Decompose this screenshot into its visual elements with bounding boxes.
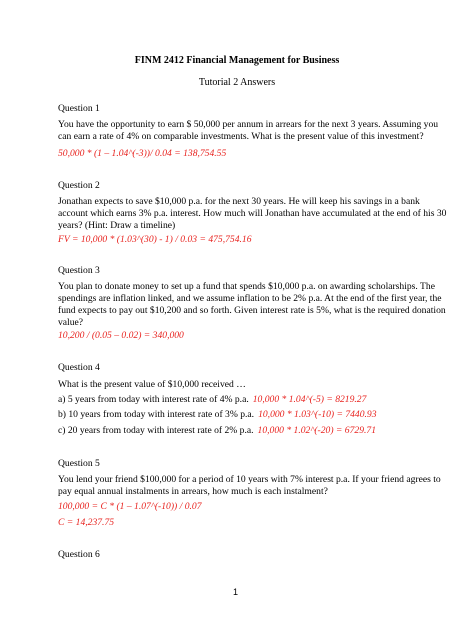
question-5-answer-result: C = 14,237.75	[58, 517, 115, 528]
question-4-item	[58, 409, 377, 421]
page-number: 1	[233, 587, 239, 597]
question-3-answer: 10,200 / (0.05 – 0.02) = 340,000	[58, 330, 184, 341]
question-3-text-line: You plan to donate money to set up a fund that spends $10,000 p.a. on awarding scholarships. The	[58, 281, 435, 292]
question-1-answer: 50,000 * (1 – 1.04^(-3))/ 0.04 = 138,754.55	[58, 148, 227, 159]
question-1-heading: Question 1	[58, 103, 100, 114]
question-3-text-line: value?	[58, 317, 84, 328]
question-2-answer: FV = 10,000 * (1.03^(30) - 1) / 0.03 = 475,754.16	[58, 234, 252, 245]
question-4-item-answer: 10,000 * 1.04^(-5) = 8219.27	[252, 394, 367, 405]
question-4-item-text: b) 10 years from today with interest rate of 3% p.a.	[58, 409, 255, 420]
question-5-heading: Question 5	[58, 458, 100, 469]
question-3-text-line: spendings are inflation linked, and we assume inflation to be 2% p.a. At the end of the first year, the	[58, 293, 442, 304]
question-3-text-line: fund expects to pay out $10,200 and so forth. Given interest rate is 5%, what is the required donation	[58, 305, 446, 316]
question-4-intro: What is the present value of $10,000 received …	[58, 379, 246, 390]
question-4-item-answer: 10,000 * 1.03^(-10) = 7440.93	[258, 409, 377, 420]
question-4-item-answer: 10,000 * 1.02^(-20) = 6729.71	[257, 425, 376, 436]
question-4-item	[58, 394, 366, 406]
question-6-heading: Question 6	[58, 549, 100, 560]
question-2-text-line: account which earns 3% p.a. interest. How much will Jonathan have accumulated at the end of his 30	[58, 208, 447, 219]
document-title: FINM 2412 Financial Management for Business	[134, 55, 340, 66]
question-1-text-line: You have the opportunity to earn $ 50,000 per annum in arrears for the next 3 years. Assuming you	[58, 119, 439, 130]
question-2-heading: Question 2	[58, 180, 100, 191]
question-2-text-line: Jonathan expects to save $10,000 p.a. for the next 30 years. He will keep his savings in a bank	[58, 196, 420, 207]
question-4-heading: Question 4	[58, 362, 100, 373]
question-5-text-line: You lend your friend $100,000 for a period of 10 years with 7% interest p.a. If your friend agrees to	[58, 474, 441, 485]
question-4-item-text: a) 5 years from today with interest rate of 4% p.a.	[58, 394, 249, 405]
question-4-item-text: c) 20 years from today with interest rate of 2% p.a.	[58, 425, 254, 436]
document-subtitle: Tutorial 2 Answers	[198, 77, 276, 88]
question-2-text-line: years? (Hint: Draw a timeline)	[58, 220, 176, 231]
question-1-text-line: can earn a rate of 4% on comparable investments. What is the present value of this investment?	[58, 131, 424, 142]
question-3-heading: Question 3	[58, 265, 100, 276]
question-5-answer-equation: 100,000 = C * (1 – 1.07^(-10)) / 0.07	[58, 501, 202, 512]
question-5-text-line: pay equal annual instalments in arrears, how much is each instalment?	[58, 486, 328, 497]
question-4-item	[58, 425, 376, 437]
